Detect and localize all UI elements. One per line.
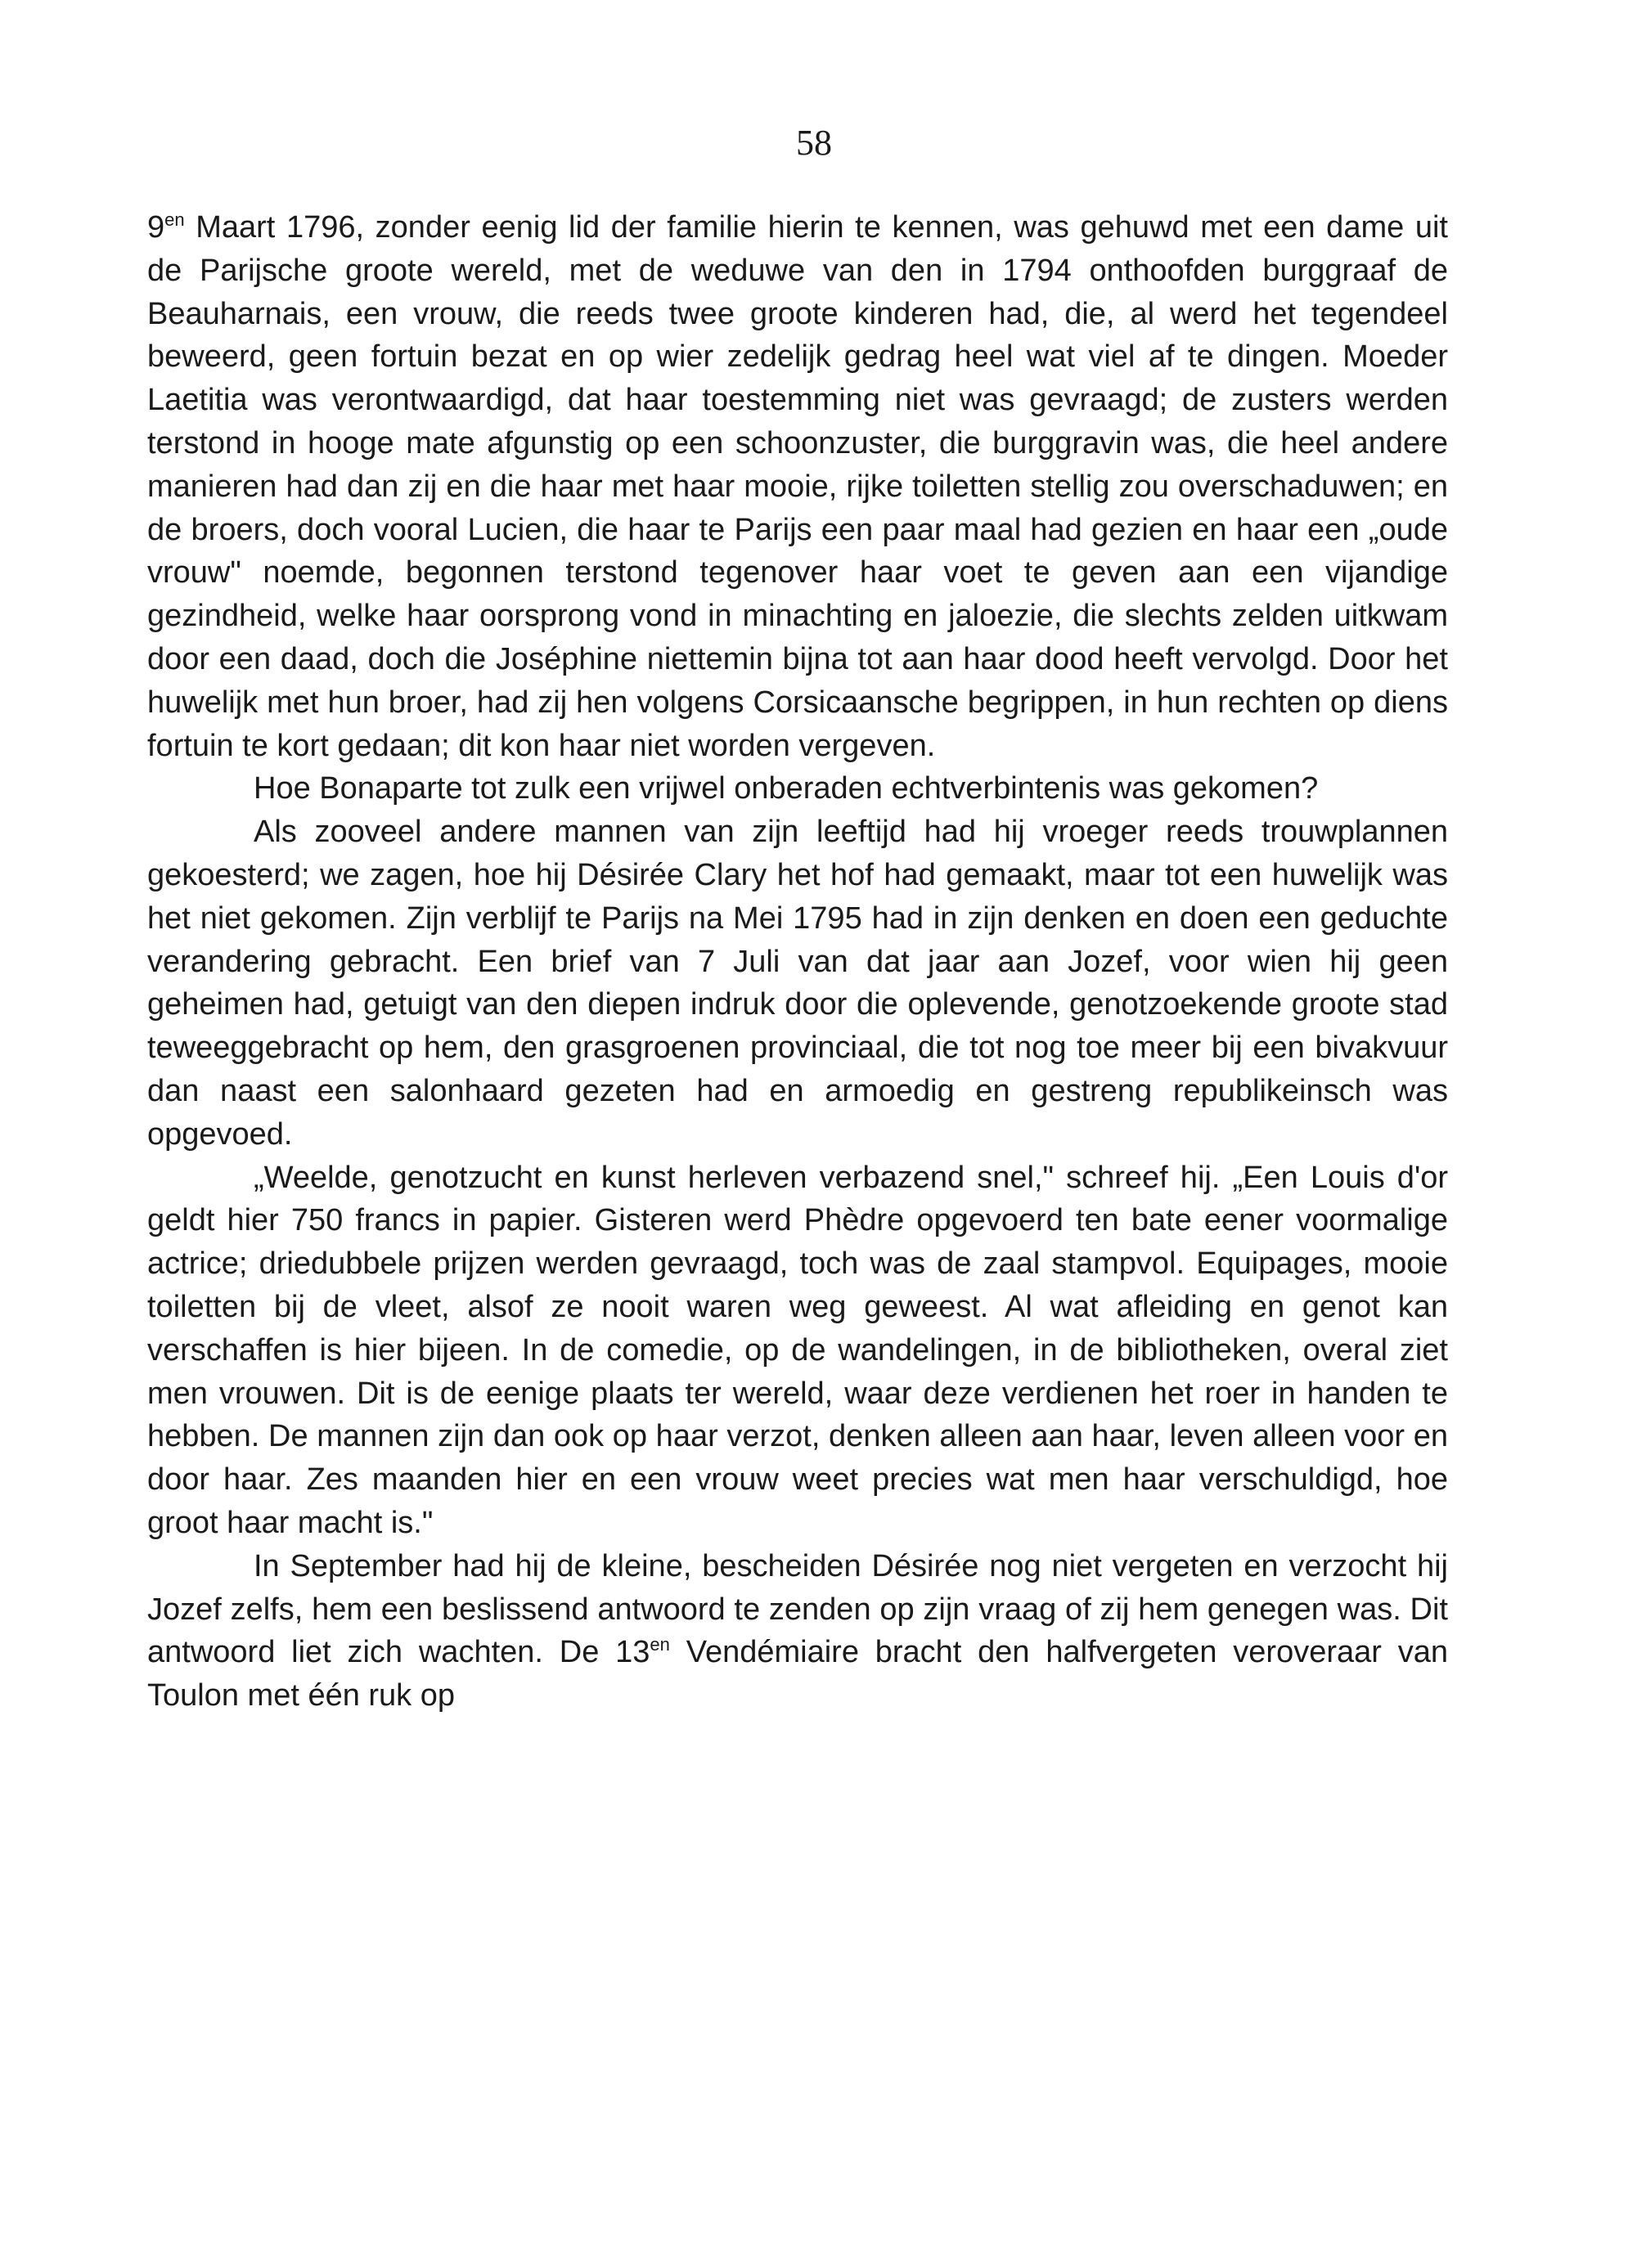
paragraph-tail: Vendémiaire bracht den halfvergeten veroveraar van Toulon met één ruk op bbox=[147, 1635, 1448, 1713]
paragraph-3: Als zooveel andere mannen van zijn leeftijd had hij vroeger reeds trouwplannen gekoesterd; we zagen, hoe hij Désirée Clary het hof had gemaakt, maar tot een huwelijk was het niet gekomen. Zijn verblijf te Parijs na Mei 1795 had in zijn denken en doen een geduchte verandering gebracht. Een brief van 7 Juli van dat jaar aan Jozef, voor wien hij geen geheimen had, getuigt van den diepen indruk door die oplevende, genotzoekende groote stad teweeggebracht op hem, den grasgroenen provinciaal, die tot nog toe meer bij een bivakvuur dan naast een salonhaard gezeten had en armoedig en gestreng republikeinsch was opgevoed. bbox=[147, 815, 1448, 1152]
paragraph-1 bbox=[147, 206, 1448, 767]
page-number: 58 bbox=[796, 123, 832, 163]
date-day: 9 bbox=[147, 210, 165, 245]
paragraph-text: In September had hij de kleine, bescheiden Désirée nog niet vergeten en verzocht hij Jozef zelfs, hem een beslissend antwoord te zenden op zijn vraag of zij hem genegen was. Dit antwoord liet zich wachten. De 13 bbox=[147, 1548, 1448, 1670]
paragraph-4-quote: „Weelde, genotzucht en kunst herleven verbazend snel," schreef hij. „Een Louis d'or geldt hier 750 francs in papier. Gisteren werd Phèdre opgevoerd ten bate eener voormalige actrice; driedubbele prijzen werden gevraagd, toch was de zaal stampvol. Equipages, mooie toiletten bij de vleet, alsof ze nooit waren weg geweest. Al wat afleiding en genot kan verschaffen is hier bijeen. In de comedie, op de wandelingen, in de bibliotheken, overal ziet men vrouwen. Dit is de eenige plaats ter wereld, waar deze verdienen het roer in handen te hebben. De mannen zijn dan ook op haar verzot, denken alleen aan haar, leven alleen voor en door haar. Zes maanden hier en een vrouw weet precies wat men haar verschuldigd, hoe groot haar macht is." bbox=[147, 1160, 1448, 1540]
ordinal-suffix: en bbox=[164, 209, 185, 230]
paragraph-5 bbox=[147, 1545, 1448, 1718]
paragraph-2: Hoe Bonaparte tot zulk een vrijwel onberaden echtverbintenis was gekomen? bbox=[254, 771, 1319, 806]
body-text bbox=[147, 206, 1448, 1718]
paragraph-text: Maart 1796, zonder eenig lid der familie hierin te kennen, was gehuwd met een dame uit de Parijsche groote wereld, met de weduwe van den in 1794 onthoofden burggraaf de Beauharnais, een vrouw, die reeds twee groote kinderen had, die, al werd het tegendeel beweerd, geen fortuin bezat en op wier zedelijk gedrag heel wat viel af te dingen. Moeder Laetitia was verontwaardigd, dat haar toestemming niet was gevraagd; de zusters werden terstond in hooge mate afgunstig op een schoonzuster, die burggravin was, die heel andere manieren had dan zij en die haar met haar mooie, rijke toiletten stellig zou overschaduwen; en de broers, doch vooral Lucien, die haar te Parijs een paar maal had gezien en haar een „oude vrouw" noemde, begonnen terstond tegenover haar voet te geven aan een vijandige gezindheid, welke haar oorsprong vond in minachting en jaloezie, die slechts zelden uitkwam door een daad, doch die Joséphine niettemin bijna tot aan haar dood heeft vervolgd. Door het huwelijk met hun broer, had zij hen volgens Corsicaansche begrippen, in hun rechten op diens fortuin te kort gedaan; dit kon haar niet worden vergeven. bbox=[147, 210, 1448, 763]
ordinal-suffix: en bbox=[650, 1634, 670, 1655]
